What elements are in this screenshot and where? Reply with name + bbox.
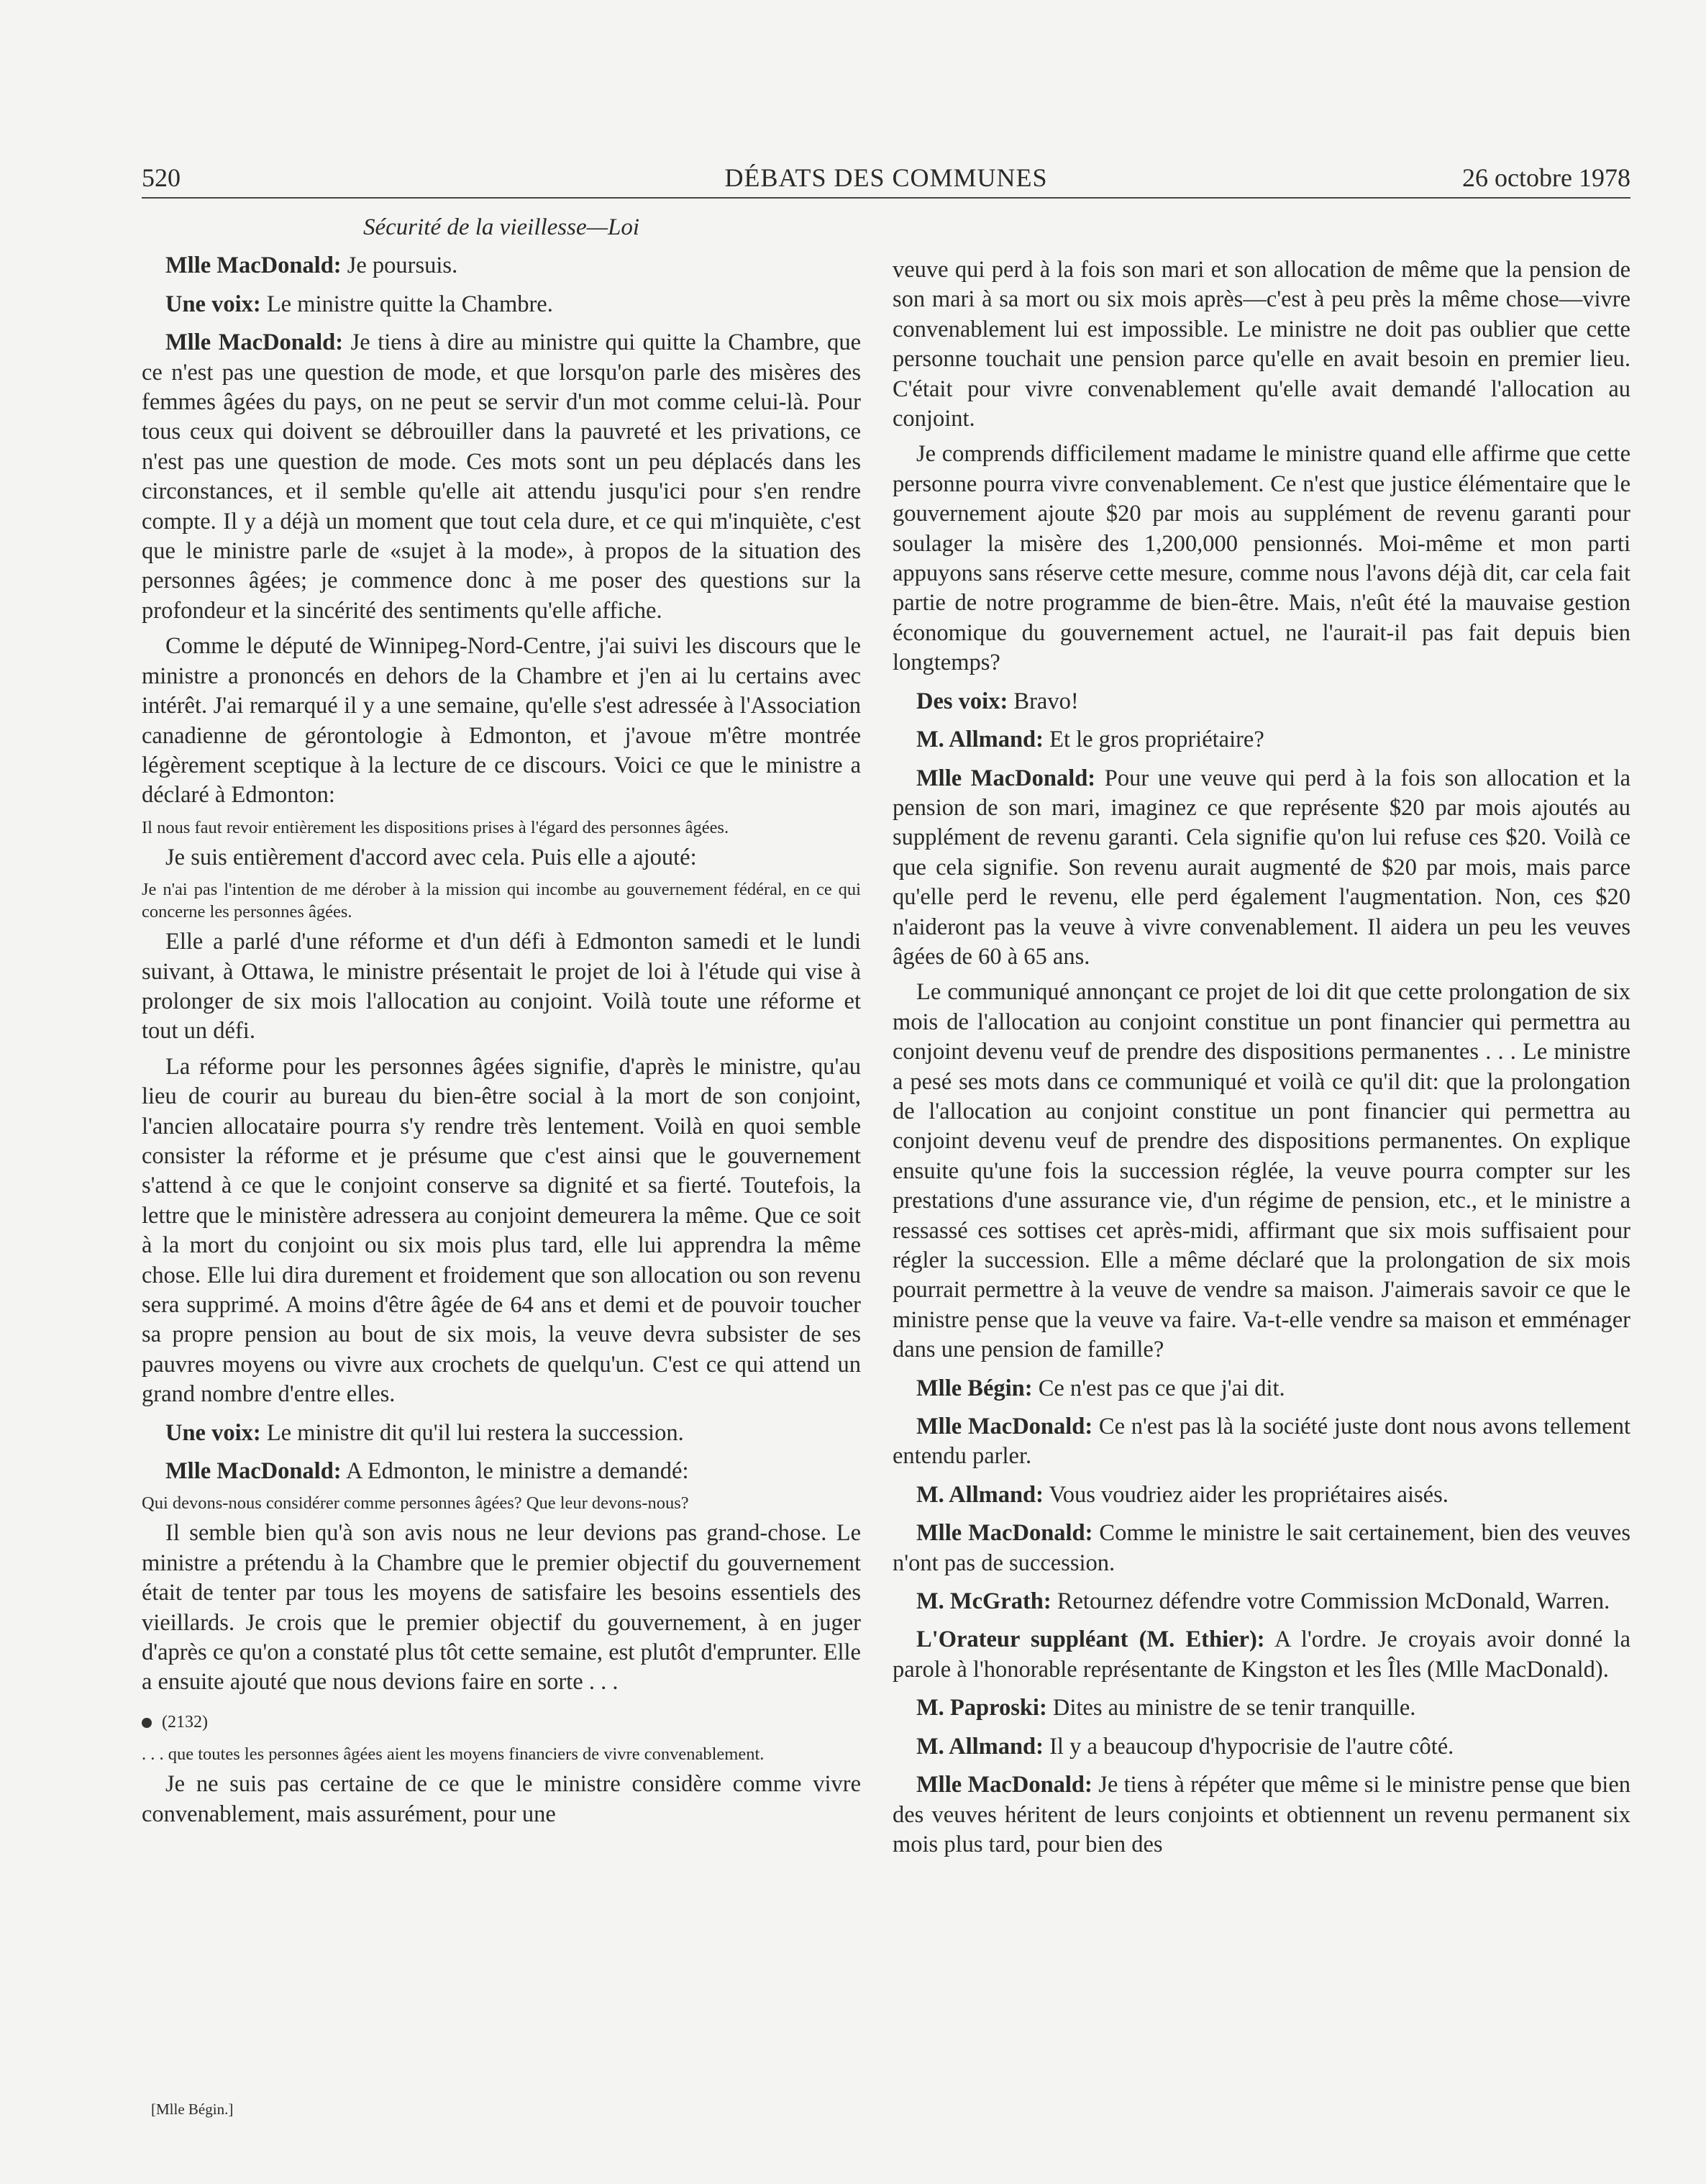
paragraph (893, 725, 1630, 755)
paragraph (893, 1412, 1630, 1472)
speech-text: Bravo! (1008, 688, 1079, 714)
left-column (142, 213, 861, 1835)
paragraph (142, 328, 861, 626)
speaker-name: M. Allmand: (916, 727, 1044, 753)
paragraph: Je comprends difficilement madame le ministre quand elle affirme que cette personne pourra vivre convenablement. Ce n'est que justice élémentaire que le gouvernement ajoute $20 par mois au supplément de revenu garanti pour soulager la misère des 1,200,000 pensionnés. Moi-même et mon parti appuyons sans réserve cette mesure, comme nous l'avons déjà dit, car cela fait partie de notre programme de bien-être. Mais, n'eût été la mauvaise gestion économique du gouvernement actuel, ne l'aurait-il pas fait depuis bien longtemps? (893, 441, 1630, 676)
speaker-name: L'Orateur suppléant (M. Ethier): (916, 1626, 1265, 1653)
bullet-icon (142, 1718, 152, 1728)
speech-text: Je tiens à répéter que même si le ministre pense que bien des veuves héritent de leurs conjoints et obtiennent un revenu permanent six mois plus tard, pour bien des (893, 1772, 1631, 1857)
paragraph (142, 1419, 861, 1448)
speech-text: Il y a beaucoup d'hypocrisie de l'autre côté. (1043, 1733, 1454, 1760)
paragraph (893, 1625, 1630, 1685)
speaker-name: Mlle MacDonald: (916, 1772, 1093, 1798)
section-title: Sécurité de la vieillesse—Loi (363, 214, 639, 240)
speech-text: Le ministre quitte la Chambre. (260, 291, 553, 317)
speaker-name: Mlle MacDonald: (916, 1414, 1093, 1440)
paragraph: Comme le député de Winnipeg-Nord-Centre, j'ai suivi les discours que le ministre a prononcés en dehors de la Chambre et j'en ai lu certains avec intérêt. J'ai remarqué il y a une semaine, qu'elle s'est adressée à l'Association canadienne de gérontologie à Edmonton, et j'avoue m'être montrée légèrement sceptique à la lecture de ce discours. Voici ce que le ministre a déclaré à Edmonton: (142, 633, 861, 809)
right-column (893, 255, 1630, 1865)
speaker-name: M. McGrath: (916, 1588, 1052, 1615)
speaker-name: Mlle MacDonald: (165, 329, 344, 356)
speech-text: Pour une veuve qui perd à la fois son allocation et la pension de son mari, imaginez ce que représente $20 par mois ajoutés au supplément de revenu garanti. Cela signifie qu'on lui refuse ces $20. Voilà ce que cela signifie. Son revenu aurait augmenté de $20 par mois, mais parce qu'elle perd le revenu, elle perd également l'augmentation. Non, ces $20 n'aideront pas la veuve à vivre convenablement. Il aidera un peu les veuves âgées de 60 à 65 ans. (893, 765, 1631, 970)
paragraph: Le communiqué annonçant ce projet de loi dit que cette prolongation de six mois de l'allocation au conjoint constitue un pont financier qui permettra au conjoint devenu veuf de prendre des dispositions permanentes . . . Le ministre a pesé ses mots dans ce communiqué et voilà ce qu'il dit: que la prolongation de l'allocation au conjoint constitue un pont financier qui permettra au conjoint devenu veuf de prendre des dispositions permanentes. On explique ensuite qu'une fois la succession réglée, la veuve pourra compter sur les prestations d'une assurance vie, d'un régime de pension, etc., et le ministre a ressassé ces sottises cet après-midi, affirmant que six mois suffisaient pour régler la succession. Elle a même déclaré que la prolongation de six mois pourrait permettre à la veuve de vendre sa maison. J'aimerais savoir ce que le ministre pense que la veuve va faire. Va-t-elle vendre sa maison et emménager dans une pension de famille? (893, 979, 1630, 1363)
speaker-name: Une voix: (165, 291, 261, 317)
block-quote: . . . que toutes les personnes âgées aient les moyens financiers de vivre convenablement. (142, 1744, 765, 1765)
paragraph (893, 1770, 1630, 1860)
speaker-name: M. Allmand: (916, 1481, 1044, 1508)
paragraph: veuve qui perd à la fois son mari et son allocation de même que la pension de son mari à sa mort ou six mois après—c'est à peu près la même chose—vivre convenablement lui est impossible. Le ministre ne doit pas oublier que cette personne touchait une pension parce qu'elle en avait besoin en premier lieu. C'était pour vivre convenablement qu'elle avait demandé l'allocation au conjoint. (893, 257, 1630, 432)
time-marker (142, 1708, 861, 1737)
speaker-name: M. Allmand: (916, 1733, 1044, 1760)
page-header (142, 161, 1630, 199)
paragraph (893, 1693, 1630, 1723)
speech-text: Je tiens à dire au ministre qui quitte la Chambre, que ce n'est pas une question de mode, et que lorsqu'on parle des misères des femmes âgées du pays, on ne peut se servir d'un mot comme celui-là. Pour tous ceux qui doivent se débrouiller dans la pauvreté et les privations, ce n'est pas une question de mode. Ces mots sont un peu déplacés dans les circonstances, et il semble qu'elle ait attendu jusqu'ici pour s'en rendre compte. Il y a déjà un moment que tout cela dure, et ce qui m'inquiète, c'est que le ministre parle de «sujet à la mode», à propos de la situation des personnes âgées; je commence donc à me poser des questions sur la profondeur et la sincérité des sentiments qu'elle affiche. (142, 329, 861, 624)
paragraph (893, 687, 1630, 716)
page-number: 520 (142, 163, 181, 192)
speaker-name: Mlle MacDonald: (916, 1520, 1093, 1547)
paragraph (893, 1519, 1630, 1578)
speech-text: Le ministre dit qu'il lui restera la succession. (260, 1419, 684, 1446)
block-quote: Qui devons-nous considérer comme personnes âgées? Que leur devons-nous? (142, 1493, 689, 1514)
paragraph (893, 1732, 1630, 1762)
speaker-name: Mlle Bégin: (916, 1375, 1033, 1401)
publication-date: 26 octobre 1978 (1462, 163, 1630, 192)
paragraph: Je ne suis pas certaine de ce que le ministre considère comme vivre convenablement, mais assurément, pour une (142, 1771, 861, 1827)
paragraph: Elle a parlé d'une réforme et d'un défi à Edmonton samedi et le lundi suivant, à Ottawa, le ministre présentait le projet de loi à l'étude qui vise à prolonger de six mois l'allocation au conjoint. Voilà toute une réforme et tout un défi. (142, 929, 861, 1045)
speech-text: Comme le ministre le sait certainement, bien des veuves n'ont pas de succession. (893, 1520, 1631, 1576)
speaker-footnote: [Mlle Bégin.] (151, 2101, 234, 2118)
paragraph (893, 764, 1630, 973)
paragraph (142, 1457, 861, 1486)
speech-text: Ce n'est pas ce que j'ai dit. (1032, 1375, 1285, 1401)
publication-title: DÉBATS DES COMMUNES (724, 163, 1048, 192)
speech-text: Vous voudriez aider les propriétaires aisés. (1043, 1481, 1449, 1508)
speech-text: A l'ordre. Je croyais avoir donné la parole à l'honorable représentante de Kingston et les Îles (Mlle MacDonald). (893, 1626, 1630, 1683)
speech-text: Retournez défendre votre Commission McDonald, Warren. (1051, 1588, 1610, 1615)
paragraph (142, 251, 861, 281)
paragraph (893, 1480, 1630, 1510)
speech-text: A Edmonton, le ministre a demandé: (341, 1458, 689, 1485)
block-quote: Il nous faut revoir entièrement les dispositions prises à l'égard des personnes âgées. (142, 817, 729, 837)
paragraph: Il semble bien qu'à son avis nous ne leur devions pas grand-chose. Le ministre a prétendu à la Chambre que le premier objectif du gouvernement était de tenter par tous les moyens de satisfaire les besoins essentiels des vieillards. Je crois que le premier objectif du gouvernement, à en juger d'après ce qu'on a constaté plus tôt cette semaine, est plutôt d'emprunter. Elle a ensuite ajouté que nous devions faire en sorte . . . (142, 1520, 861, 1696)
speech-text: Je poursuis. (341, 252, 458, 279)
time-marker-text: (2132) (162, 1712, 208, 1732)
speaker-name: Mlle MacDonald: (165, 1458, 342, 1485)
paragraph (893, 1374, 1630, 1403)
speaker-name: Une voix: (165, 1419, 261, 1446)
paragraph: La réforme pour les personnes âgées signifie, d'après le ministre, qu'au lieu de courir au bureau du bien-être social à la mort de son conjoint, l'ancien allocataire pourra s'y rendre très lentement. Voilà en quoi semble consister la réforme et je présume que c'est ainsi que le gouvernement s'attend à ce que le conjoint conserve sa dignité et sa fierté. Toutefois, la lettre que le ministère adressera au conjoint demeurera la même. Que ce soit à la mort du conjoint ou six mois plus tard, elle lui apprendra la même chose. Elle lui dira durement et froidement que son allocation ou son revenu sera supprimé. A moins d'être âgée de 64 ans et demi et de pouvoir toucher sa propre pension au bout de six mois, la veuve devra subsister de ses pauvres moyens ou vivre aux crochets de quelqu'un. C'est ce qui attend un grand nombre d'entre elles. (142, 1053, 861, 1408)
paragraph (142, 290, 861, 319)
speaker-name: Mlle MacDonald: (916, 765, 1096, 791)
block-quote: Je n'ai pas l'intention de me dérober à la mission qui incombe au gouvernement fédéral, en ce qui concerne les personnes âgées. (142, 880, 861, 922)
speaker-name: Des voix: (916, 688, 1008, 714)
speech-text: Et le gros propriétaire? (1043, 727, 1264, 753)
speaker-name: Mlle MacDonald: (165, 252, 342, 279)
paragraph: Je suis entièrement d'accord avec cela. Puis elle a ajouté: (165, 844, 697, 870)
speech-text: Dites au ministre de se tenir tranquille. (1046, 1695, 1416, 1721)
speech-text: Ce n'est pas là la société juste dont nous avons tellement entendu parler. (893, 1414, 1630, 1470)
paragraph (893, 1587, 1630, 1616)
speaker-name: M. Paproski: (916, 1695, 1047, 1721)
